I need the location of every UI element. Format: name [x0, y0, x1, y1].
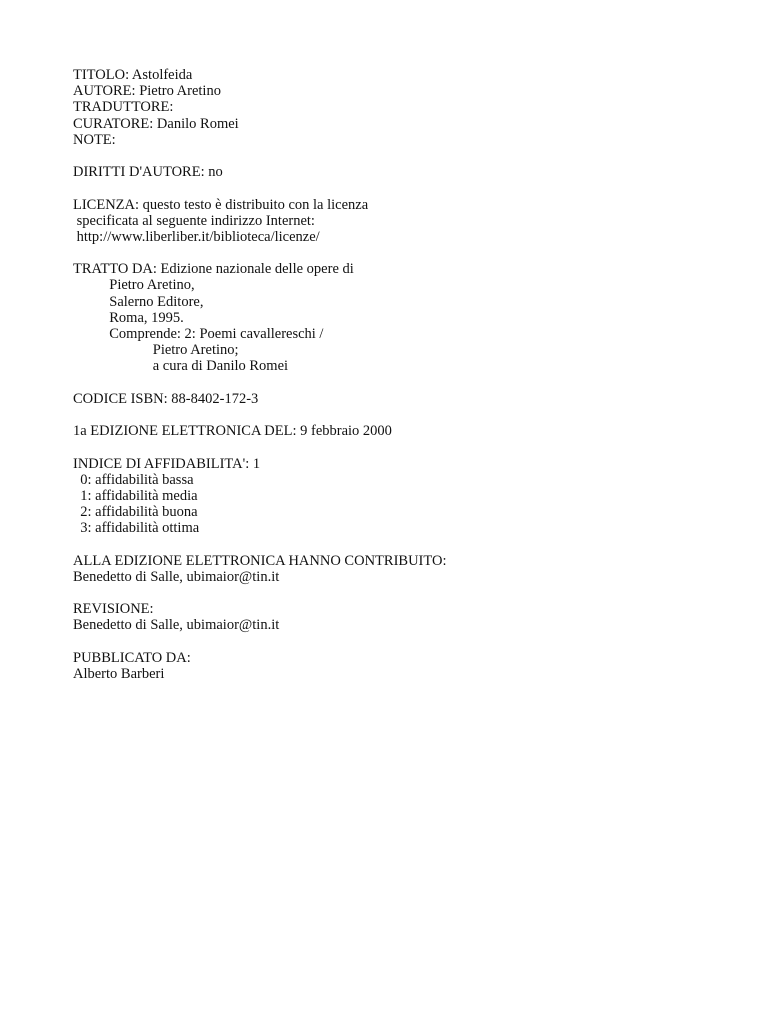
spacer — [73, 375, 733, 391]
affidabilita-level: 1: affidabilità media — [73, 487, 198, 504]
autore-line: AUTORE: Pietro Aretino — [73, 83, 221, 100]
spacer — [73, 148, 733, 164]
contributo-value: Benedetto di Salle, ubimaior@tin.it — [73, 568, 280, 585]
spacer — [73, 180, 733, 196]
revisione-value: Benedetto di Salle, ubimaior@tin.it — [73, 617, 280, 634]
tratto-da-line-1: TRATTO DA: Edizione nazionale delle opere di — [73, 261, 354, 278]
pubblicato-title: PUBBLICATO DA: — [73, 649, 191, 666]
spacer — [73, 245, 733, 261]
revisione-title: REVISIONE: — [73, 601, 154, 618]
isbn-line: CODICE ISBN: 88-8402-172-3 — [73, 390, 259, 407]
spacer — [73, 407, 733, 423]
tratto-da-line-6: Pietro Aretino; — [73, 342, 239, 359]
titolo-line: TITOLO: Astolfeida — [73, 67, 193, 83]
note-line: NOTE: — [73, 131, 116, 148]
licenza-line-1: LICENZA: questo testo è distribuito con la licenza — [73, 196, 369, 213]
tratto-da-line-5: Comprende: 2: Poemi cavallereschi / — [73, 326, 324, 342]
tratto-da-line-4: Roma, 1995. — [73, 309, 184, 326]
diritti-line: DIRITTI D'AUTORE: no — [73, 164, 223, 181]
affidabilita-level: 3: affidabilità ottima — [73, 520, 200, 537]
affidabilita-level: 0: affidabilità bassa — [73, 471, 194, 488]
spacer — [73, 536, 733, 552]
affidabilita-level: 2: affidabilità buona — [73, 504, 198, 521]
tratto-da-line-3: Salerno Editore, — [73, 293, 204, 310]
licenza-line-2: specificata al seguente indirizzo Internet: — [73, 212, 315, 229]
affidabilita-title: INDICE DI AFFIDABILITA': 1 — [73, 455, 261, 472]
pubblicato-value: Alberto Barberi — [73, 665, 165, 682]
spacer — [73, 634, 733, 650]
document-page — [73, 67, 733, 682]
edizione-line: 1a EDIZIONE ELETTRONICA DEL: 9 febbraio 2000 — [73, 423, 392, 440]
curatore-line: CURATORE: Danilo Romei — [73, 115, 239, 132]
contributo-title: ALLA EDIZIONE ELETTRONICA HANNO CONTRIBUITO: — [73, 552, 447, 569]
spacer — [73, 439, 733, 455]
spacer — [73, 585, 733, 601]
tratto-da-line-2: Pietro Aretino, — [73, 277, 195, 294]
traduttore-line: TRADUTTORE: — [73, 99, 174, 116]
licenza-url: http://www.liberliber.it/biblioteca/licenze/ — [73, 228, 320, 245]
tratto-da-line-7: a cura di Danilo Romei — [73, 358, 289, 375]
